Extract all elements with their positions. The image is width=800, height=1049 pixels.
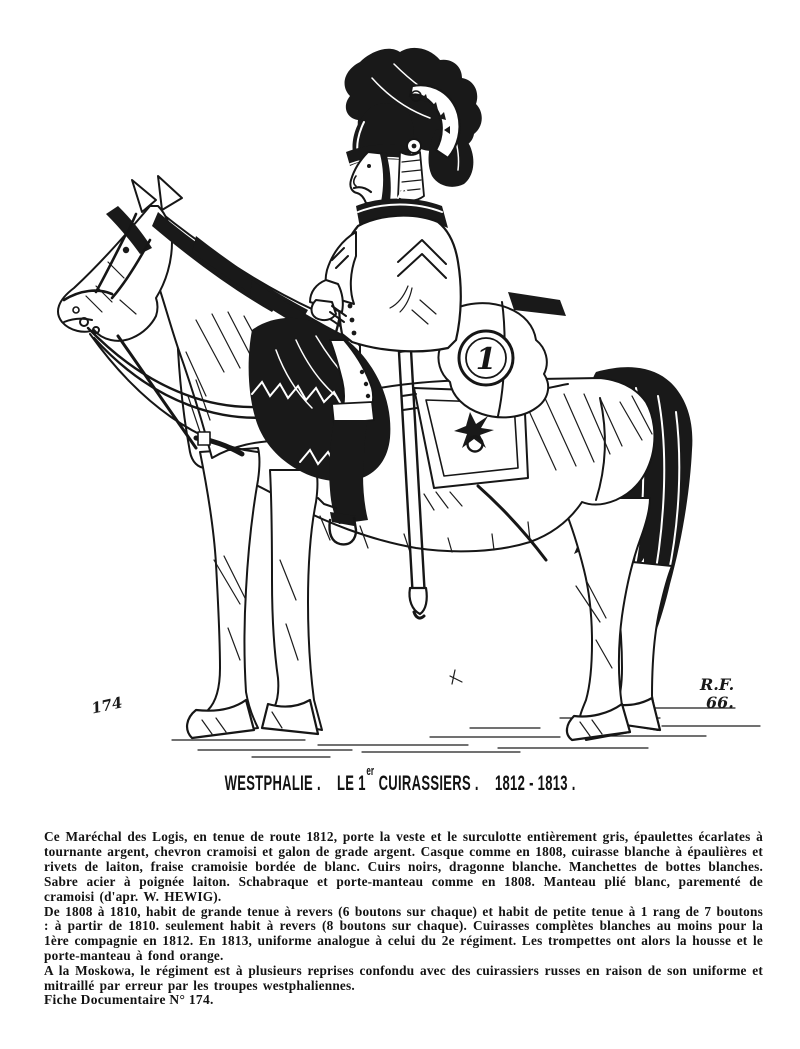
rider-torso: [339, 216, 461, 352]
regiment-name: CUIRASSIERS .: [378, 772, 479, 795]
plate-title-text: [224, 763, 576, 796]
disc-numeral: 1: [475, 342, 497, 377]
description-text: [44, 830, 763, 994]
paragraph-moskowa-anecdote: A la Moskowa, le régiment est à plusieurs reprises confondu avec des cuirassiers russes en raison de son uniforme et mitraillé par erreur par les troupes westphaliennes.: [44, 963, 763, 994]
plate-title: [0, 763, 800, 796]
fiche-number: Fiche Documentaire N° 174.: [44, 992, 214, 1007]
svg-text:R.F.: R.F.: [700, 675, 735, 694]
artist-signature: [699, 675, 734, 712]
regiment-ordinal: er: [366, 763, 374, 778]
svg-text:66.: 66.: [706, 693, 734, 712]
plate-title-regiment: [336, 763, 479, 795]
plate-title-country: WESTPHALIE .: [224, 772, 321, 795]
chin-scales: [398, 152, 424, 201]
paragraph-uniform-history: De 1808 à 1810, habit de grande tenue à revers (6 boutons sur chaque) et habit de petite tenue à 1 rang de 7 boutons : à partir de 1810. seulement habit à revers (8 boutons sur chaque). Cuirasses complètes blanches au moins pour la 1ère compagnie en 1812. En 1813, uniforme analogue à celui du 2e régiment. Les trompettes ont alors la housse et le porte-manteau à fond orange.: [44, 903, 763, 964]
ground-shading: [172, 670, 760, 757]
plate-number-annotation: 174: [89, 693, 125, 718]
rider-hand: [312, 300, 337, 320]
plate-title-years: 1812 - 1813 .: [494, 772, 576, 795]
regiment-prefix: LE 1: [336, 772, 366, 795]
paragraph-uniform-description: Ce Maréchal des Logis, en tenue de route 1812, porte la veste et le surculotte entièrement gris, épaulettes écarlates à tournante argent, chevron cramoisi et galon de grade argent. Casque comme en 1808, cuirasse blanche à épaulières et rivets de laiton, fraise cramoisie bordée de blanc. Cuirs noirs, dragonne blanche. Manchettes de bottes blanches. Sabre acier à poignée laiton. Schabraque et porte-manteau comme en 1808. Manteau plié blanc, parementé de cramoisi (d'apr. W. HEWIG).: [44, 829, 763, 904]
